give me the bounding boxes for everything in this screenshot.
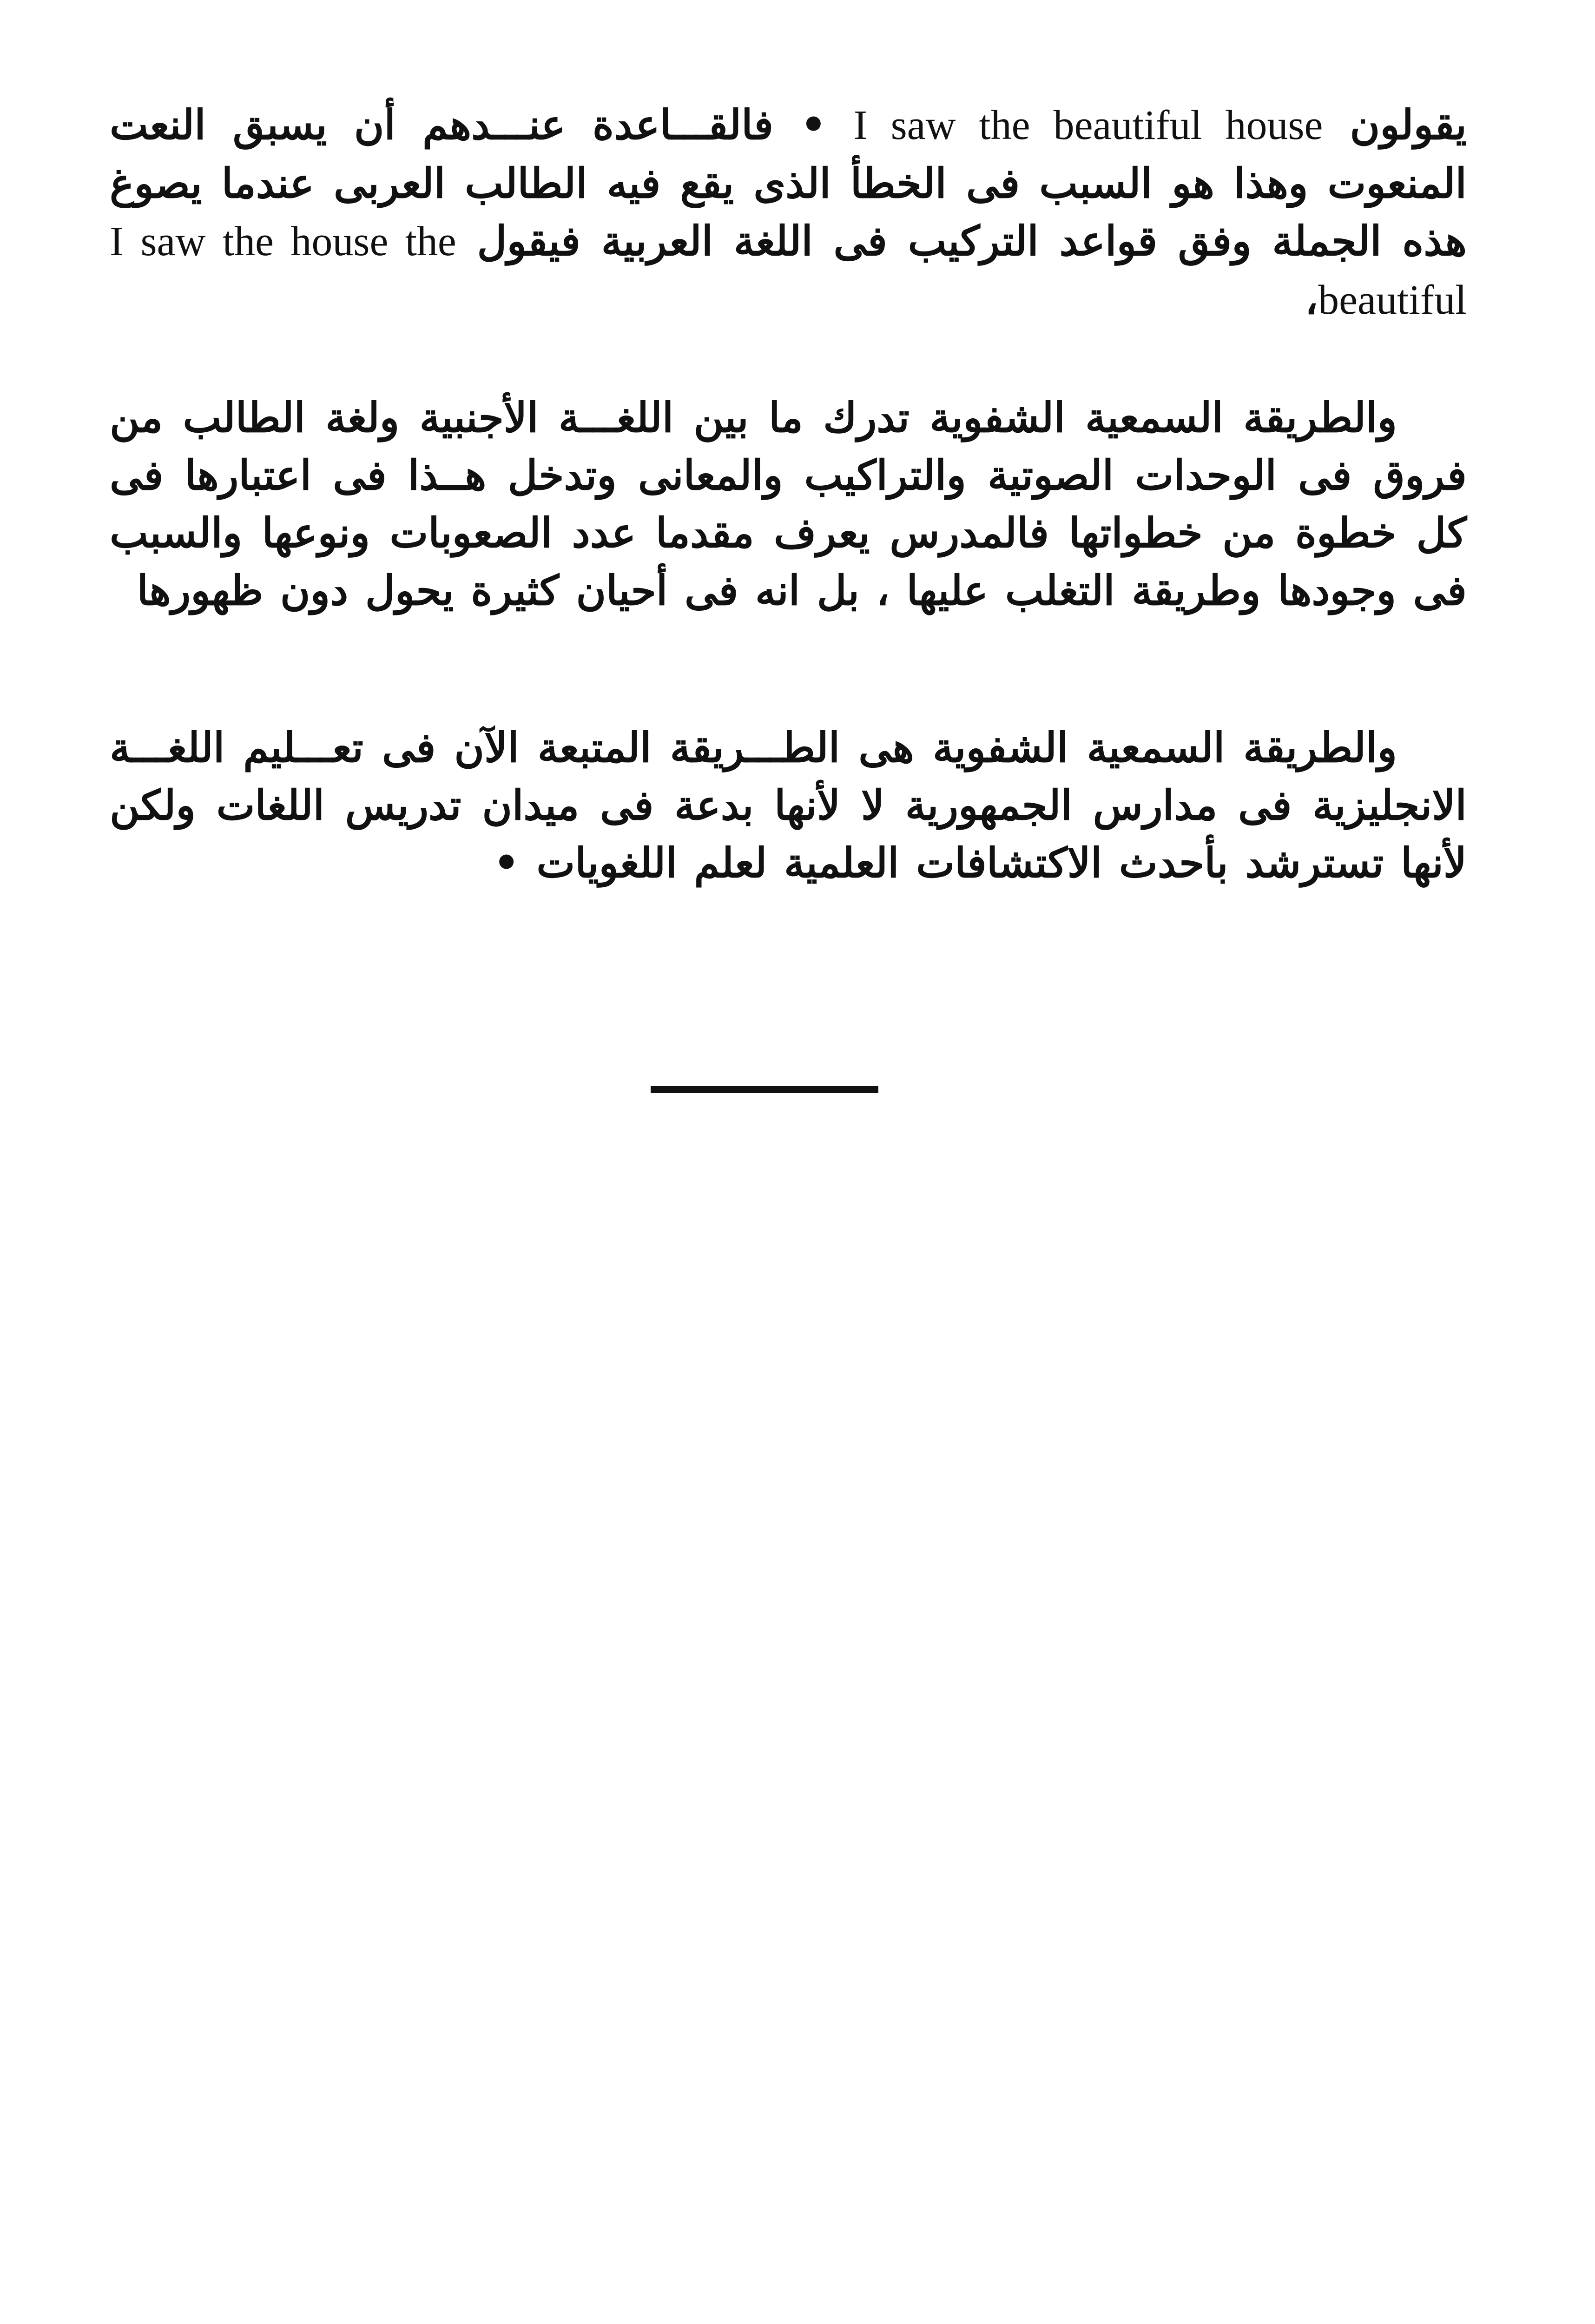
text-run-arabic: يقولون — [1323, 100, 1467, 149]
text-run-arabic: • فالقـــاعدة عنـــدهم أن يسبق النعت المنعوت وهذا هو السبب فى الخطأ الذى يقع فيه الطالب العربى عندما يصوغ هذه الجملة وفق قواعد التركيب فى اللغة العربية فيقول — [110, 100, 1467, 265]
english-incorrect-sentence: I saw the house the beautiful — [110, 218, 1467, 323]
section-divider — [651, 1086, 878, 1093]
paragraph-audio-lingual-method: والطريقة السمعية الشفوية هى الطـــريقة المتبعة الآن فى تعـــليم اللغـــة الانجليزية فى مدارس الجمهورية لا لأنها بدعة فى ميدان تدريس اللغات ولكن لأنها تسترشد بأحدث الاكتشافات العلمية لعلم اللغويات • — [110, 723, 1467, 887]
english-example-sentence: I saw the beautiful house — [853, 102, 1323, 148]
paragraph-word-order — [110, 96, 1467, 329]
text-run-punctuation: ، — [1305, 275, 1318, 324]
paragraph-audio-lingual-differences: والطريقة السمعية الشفوية تدرك ما بين اللغـــة الأجنبية ولغة الطالب من فروق فى الوحدات الصوتية والتراكيب والمعانى وتدخل هــذا فى اعتبارها فى كل خطوة من خطواتها فالمدرس يعرف مقدما عدد الصعوبات ونوعها والسبب فى وجودها وطريقة التغلب عليها ، بل انه فى أحيان كثيرة يحول دون ظهورها — [110, 393, 1467, 614]
